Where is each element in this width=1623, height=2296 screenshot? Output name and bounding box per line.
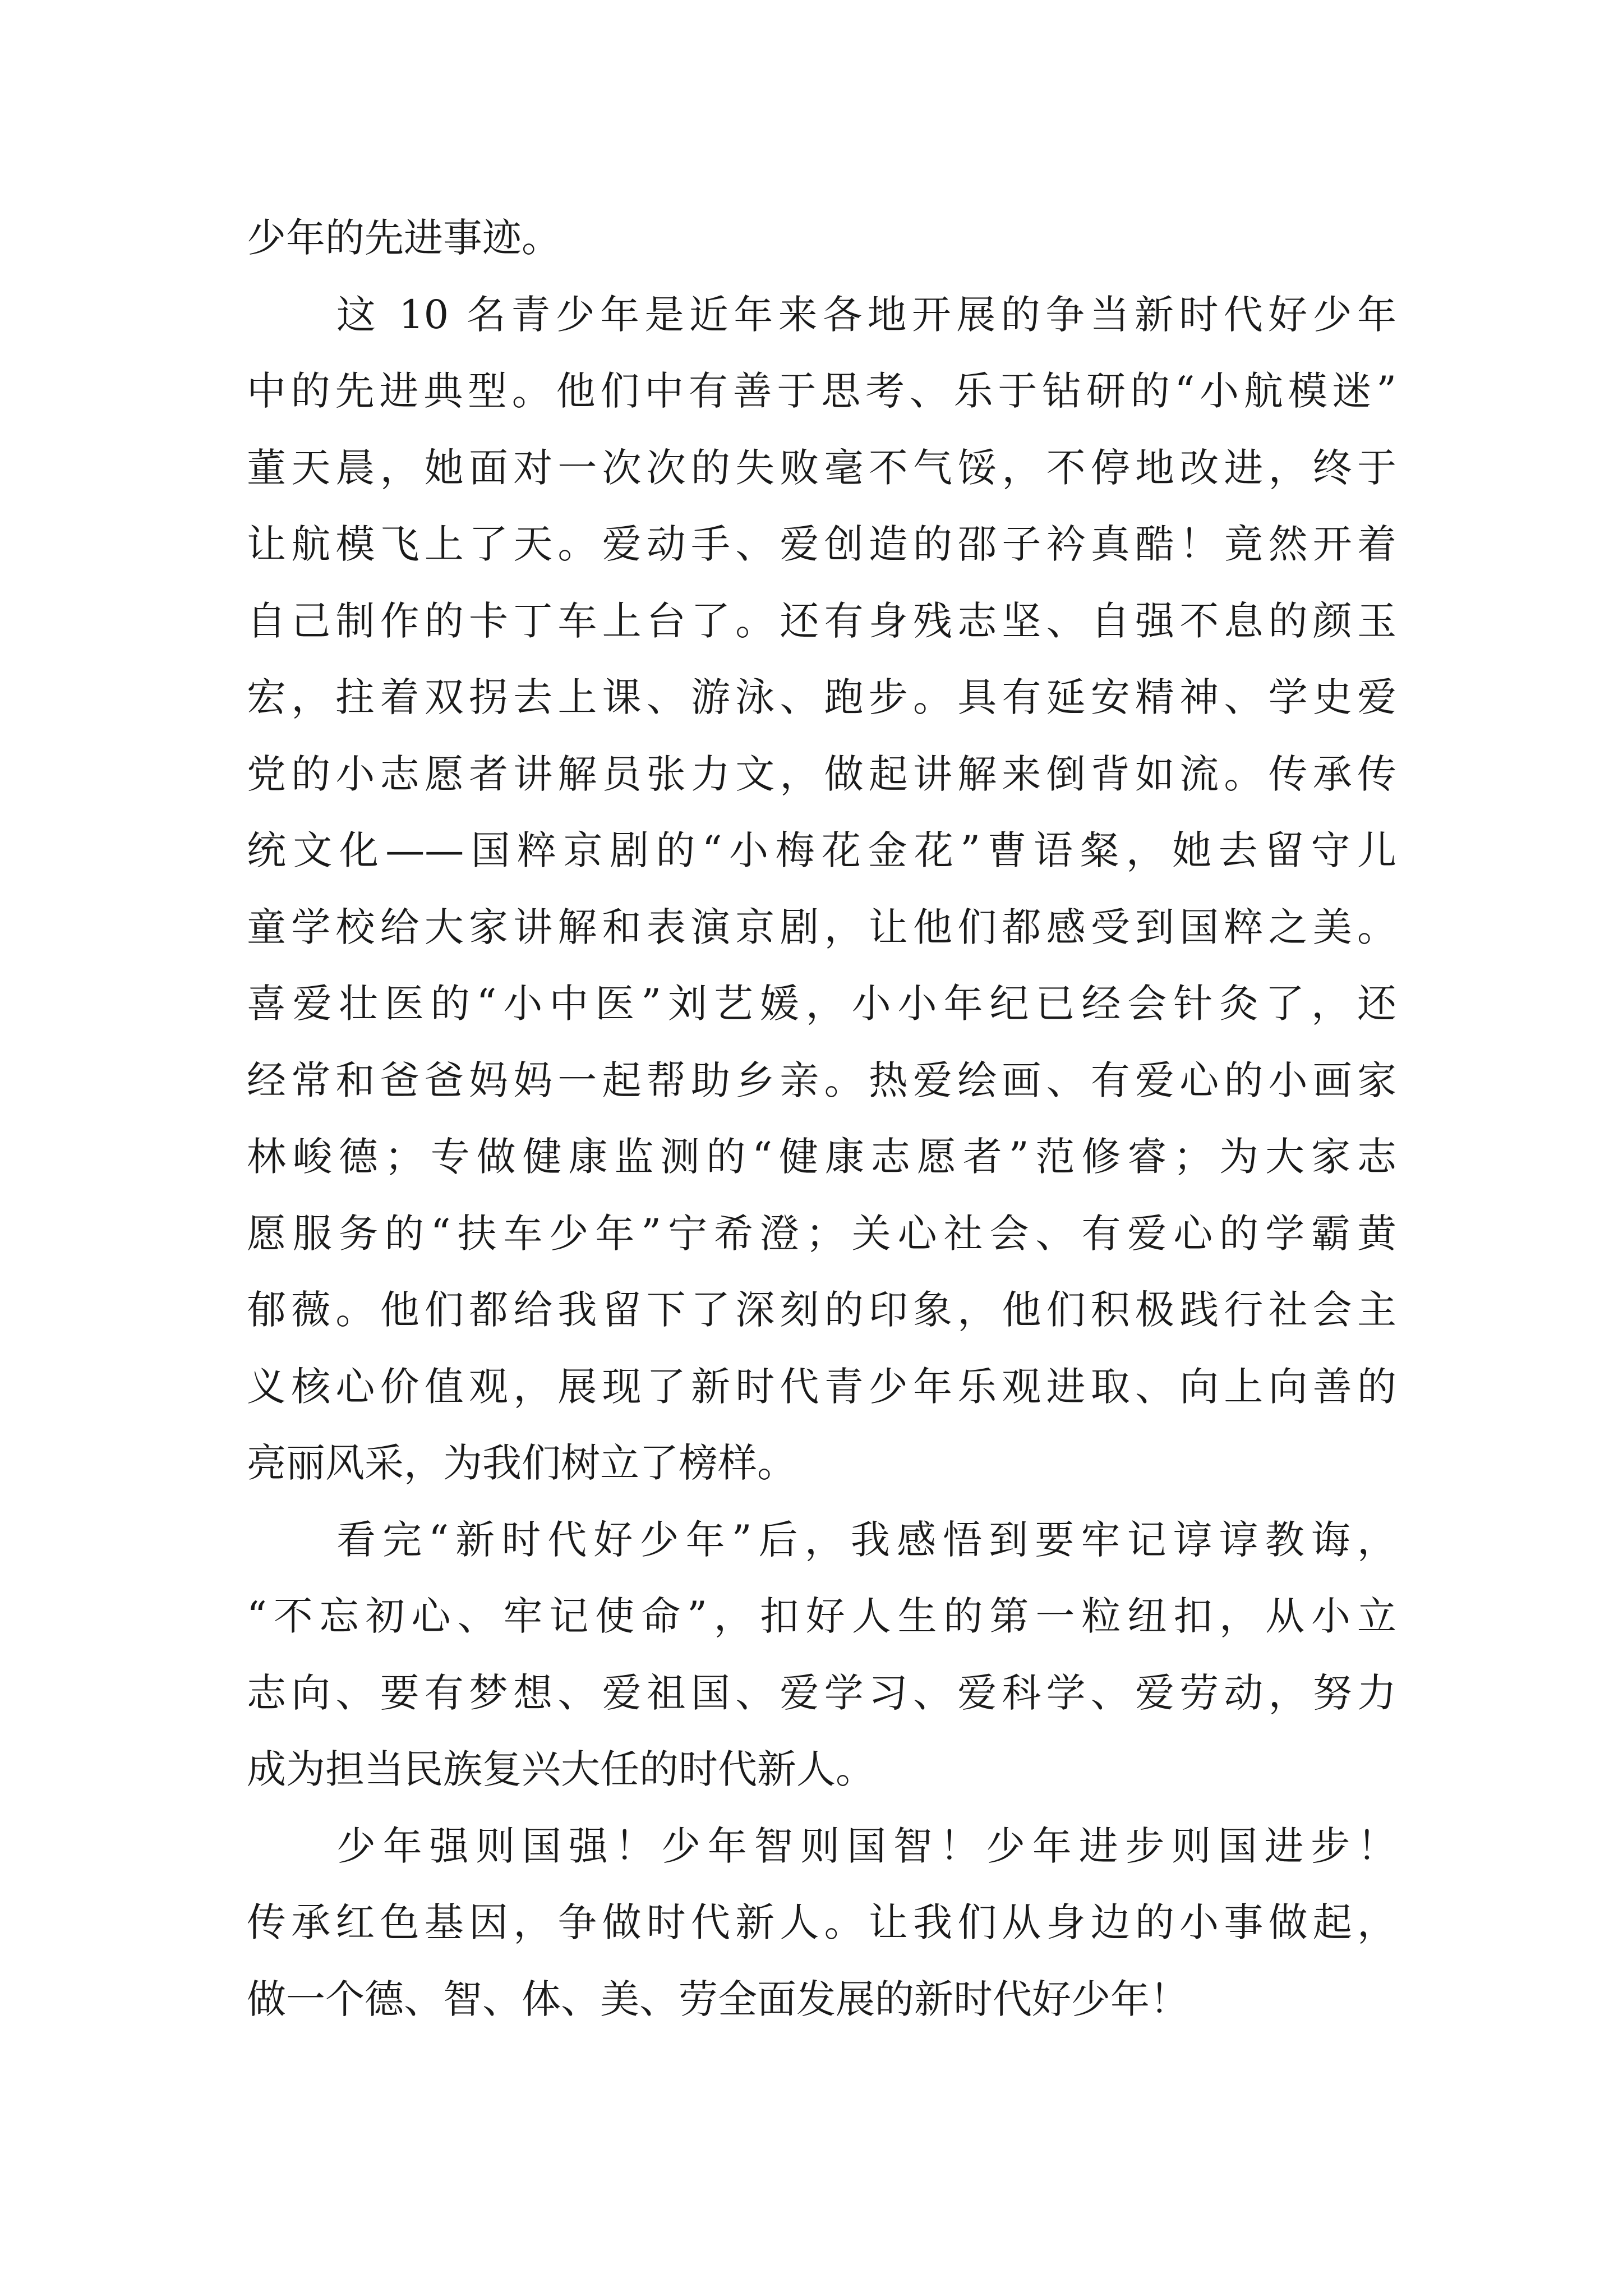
paragraph [247,1502,1396,1808]
text-line: “不忘初心、牢记使命”，扣好人生的第一粒纽扣，从小立 [247,1593,1396,1639]
text-line: 让航模飞上了天。爱动手、爱创造的邵子衿真酷！竟然开着 [247,521,1396,567]
text-line: 董天晨，她面对一次次的失败毫不气馁，不停地改进，终于 [247,444,1396,491]
text-line: 愿服务的“扶车少年”宁希澄；关心社会、有爱心的学霸黄 [247,1210,1396,1257]
text-line: 这 10 名青少年是近年来各地开展的争当新时代好少年 [336,291,1396,338]
document-body [247,200,1396,2037]
paragraph [247,1808,1396,2038]
text-line: 统文化——国粹京剧的“小梅花金花”曹语粲，她去留守儿 [247,827,1396,873]
paragraph [247,277,1396,1502]
text-line: 成为担当民族复兴大任的时代新人。 [247,1746,875,1792]
text-line: 传承红色基因，争做时代新人。让我们从身边的小事做起， [247,1899,1396,1945]
text-line: 郁薇。他们都给我留下了深刻的印象，他们积极践行社会主 [247,1287,1396,1333]
text-line: 志向、要有梦想、爱祖国、爱学习、爱科学、爱劳动，努力 [247,1669,1396,1716]
text-line: 做一个德、智、体、美、劳全面发展的新时代好少年！ [247,1976,1189,2022]
text-line: 看完“新时代好少年”后，我感悟到要牢记谆谆教诲， [336,1516,1396,1563]
text-line: 喜爱壮医的“小中医”刘艺媛，小小年纪已经会针灸了，还 [247,981,1396,1027]
text-line: 经常和爸爸妈妈一起帮助乡亲。热爱绘画、有爱心的小画家 [247,1057,1396,1103]
text-line: 林峻德；专做健康监测的“健康志愿者”范修睿；为大家志 [247,1134,1396,1180]
text-line: 亮丽风采，为我们树立了榜样。 [247,1440,796,1486]
text-line: 少年强则国强！少年智则国智！少年进步则国进步！ [336,1823,1396,1869]
text-line: 自己制作的卡丁车上台了。还有身残志坚、自强不息的颜玉 [247,597,1396,644]
text-line: 义核心价值观，展现了新时代青少年乐观进取、向上向善的 [247,1363,1396,1410]
text-line: 童学校给大家讲解和表演京剧，让他们都感受到国粹之美。 [247,904,1396,950]
text-line: 中的先进典型。他们中有善于思考、乐于钻研的“小航模迷” [247,368,1396,414]
text-line: 少年的先进事迹。 [247,215,561,261]
text-line: 宏，拄着双拐去上课、游泳、跑步。具有延安精神、学史爱 [247,674,1396,720]
text-line: 党的小志愿者讲解员张力文，做起讲解来倒背如流。传承传 [247,751,1396,797]
paragraph [247,200,1396,277]
